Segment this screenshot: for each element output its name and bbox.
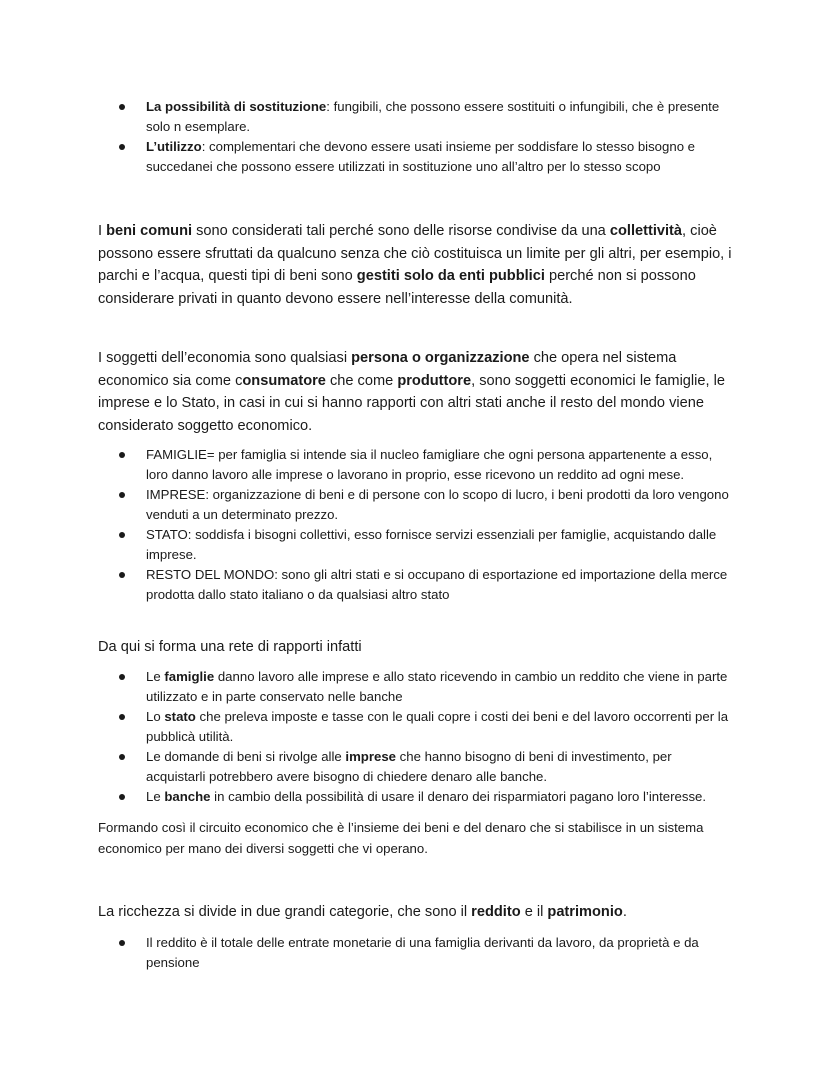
list-substitution-usage (119, 97, 731, 177)
bullet-icon (119, 940, 125, 946)
bullet-icon (119, 492, 125, 498)
bullet-icon (119, 572, 125, 578)
bullet-icon (119, 714, 125, 720)
list-reddito (119, 933, 731, 973)
bullet-icon (119, 754, 125, 760)
list-item: RESTO DEL MONDO: sono gli altri stati e si occupano di esportazione ed importazione della merce prodotta dallo stato italiano o da qualsiasi altro stato (119, 565, 731, 605)
list-item: Le domande di beni si rivolge alle imprese che hanno bisogno di beni di investimento, per acquistarli potrebbero avere bisogno di chiedere denaro alle banche. (119, 747, 731, 787)
list-economic-subjects (119, 445, 731, 605)
list-item: Le famiglie danno lavoro alle imprese e allo stato ricevendo in cambio un reddito che viene in parte utilizzato e in parte conservato nelle banche (119, 667, 731, 707)
bullet-icon (119, 674, 125, 680)
bullet-icon (119, 144, 125, 150)
bullet-icon (119, 104, 125, 110)
list-item: STATO: soddisfa i bisogni collettivi, esso fornisce servizi essenziali per famiglie, acquistando dalle imprese. (119, 525, 731, 565)
list-item: Lo stato che preleva imposte e tasse con le quali copre i costi dei beni e del lavoro occorrenti per la pubblicà utilità. (119, 707, 731, 747)
paragraph-rete-rapporti: Da qui si forma una rete di rapporti infatti (98, 639, 362, 655)
list-item: Il reddito è il totale delle entrate monetarie di una famiglia derivanti da lavoro, da proprietà e da pensione (119, 933, 731, 973)
list-item: Le banche in cambio della possibilità di usare il denaro dei risparmiatori pagano loro l’interesse. (119, 787, 731, 807)
bullet-icon (119, 794, 125, 800)
list-item: La possibilità di sostituzione: fungibili, che possono essere sostituiti o infungibili, che è presente solo n esemplare. (119, 97, 731, 137)
bullet-icon (119, 452, 125, 458)
paragraph-circuito: Formando così il circuito economico che è l’insieme dei beni e del denaro che si stabilisce in un sistema economico per mano dei diversi soggetti che vi operano. (98, 820, 704, 856)
list-item: FAMIGLIE= per famiglia si intende sia il nucleo famigliare che ogni persona appartenente a esso, loro danno lavoro alle imprese o lavorano in proprio, esse ricevono un reddito ad ogni mese. (119, 445, 731, 485)
list-relationships (119, 667, 731, 807)
paragraph-ricchezza: La ricchezza si divide in due grandi categorie, che sono il reddito e il patrimonio. (98, 904, 627, 920)
list-item: IMPRESE: organizzazione di beni e di persone con lo scopo di lucro, i beni prodotti da loro vengono venduti a un determinato prezzo. (119, 485, 731, 525)
paragraph-soggetti-economia: I soggetti dell’economia sono qualsiasi persona o organizzazione che opera nel sistema economico sia come consumatore che come produttore, sono soggetti economici le famiglie, le imprese e lo Stato, in casi in cui si hanno rapporti con altri stati anche il resto del mondo viene considerato soggetto economico. (98, 350, 725, 434)
bullet-icon (119, 532, 125, 538)
paragraph-beni-comuni: I beni comuni sono considerati tali perché sono delle risorse condivise da una collettività, cioè possono essere sfruttati da qualcuno senza che ciò costituisca un limite per gli altri, per esempio, i parchi e l’acqua, questi tipi di beni sono gestiti solo da enti pubblici perché non si possono considerare privati in quanto devono essere nell’interesse della comunità. (98, 223, 732, 307)
list-item: L’utilizzo: complementari che devono essere usati insieme per soddisfare lo stesso bisogno e succedanei che possono essere utilizzati in sostituzione uno all’altro per lo stesso scopo (119, 137, 731, 177)
